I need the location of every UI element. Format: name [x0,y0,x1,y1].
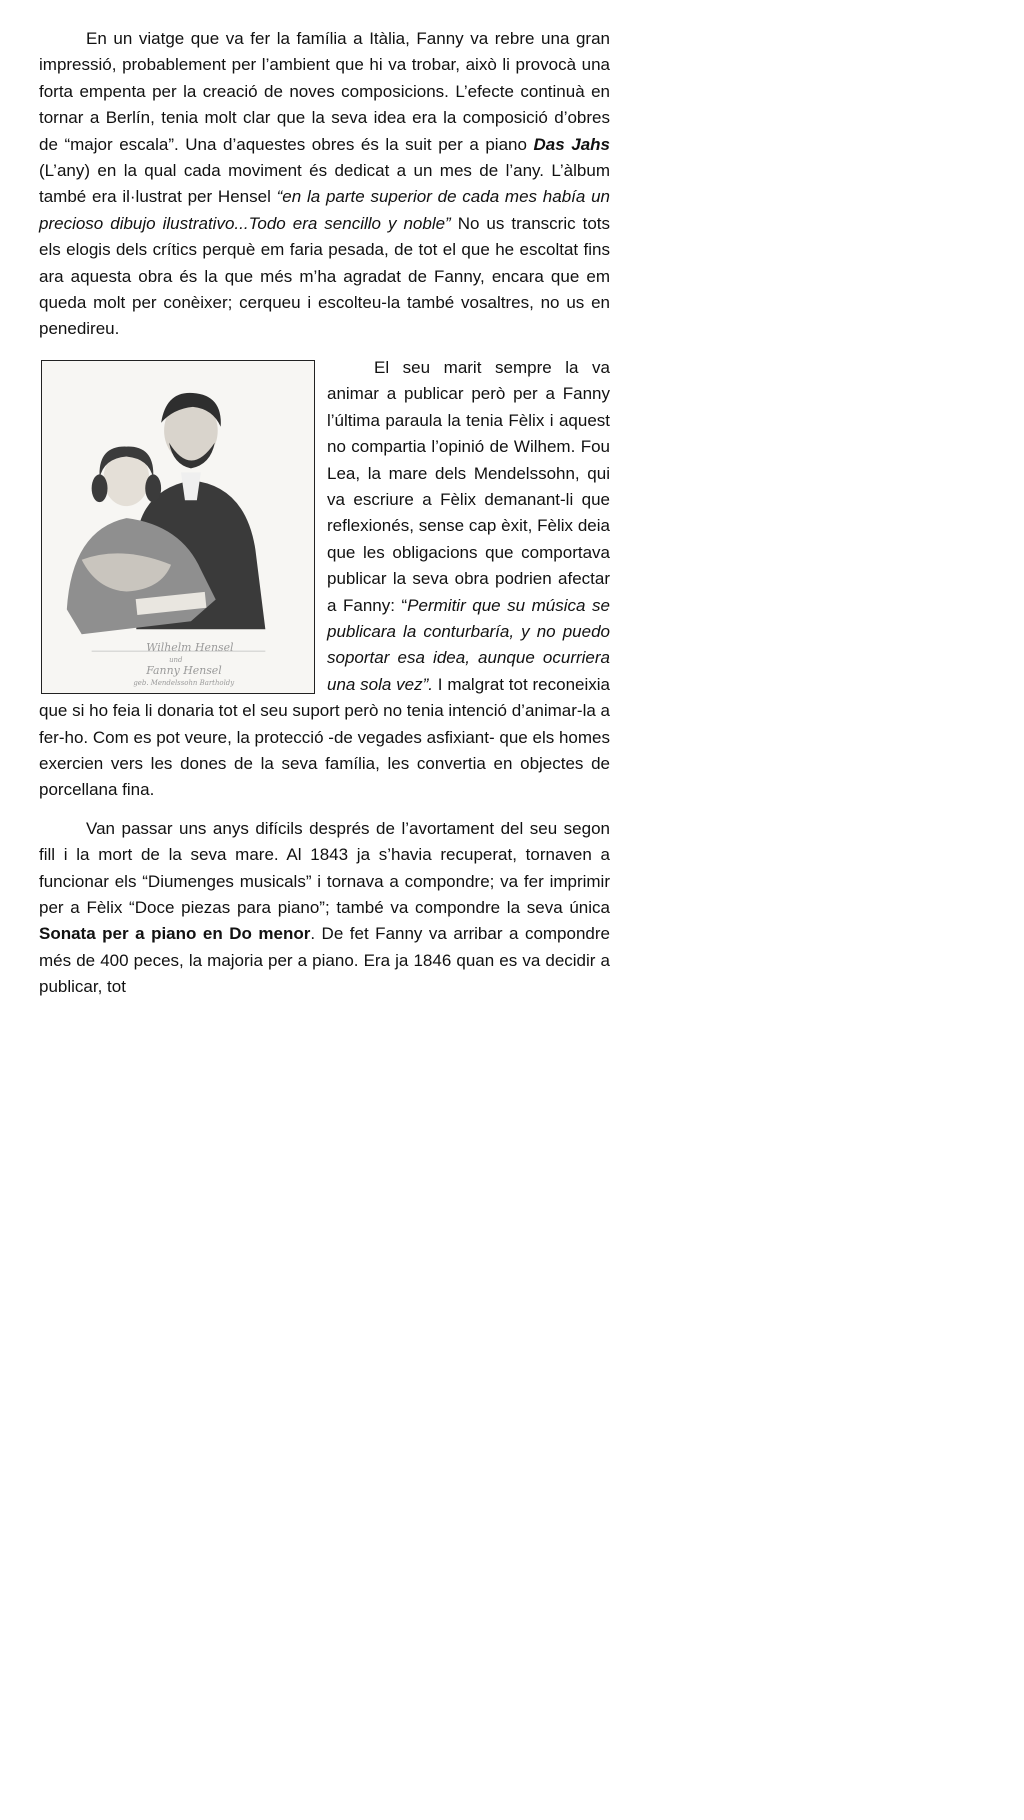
portrait-illustration [42,361,314,693]
hensel-quote: “en la parte superior de cada mes había un precioso dibujo ilustrativo...Todo era sencillo y noble” [39,187,611,233]
paragraph-2-text-a: El seu marit sempre la va animar a publicar però per a Fanny l’última paraula la tenia Fèlix i aquest no compartia l’opinió de Wilhem. Fou Lea, la mare dels Mendelssohn, qui va escriure a Fèlix demanant-li que reflexionés, sense cap èxit, Fèlix deia que les obligacions que comportava publicar la seva obra podrien afectar a Fanny: “ [327,357,610,615]
caption-line-3: Fanny Hensel [146,663,222,677]
caption-line-2: und [169,655,183,664]
paragraph-1-text-c: No us transcric tots els elogis dels crítics perquè em faria pesada, de tot el que he escoltat fins ara aquesta obra és la que més m’ha agradat de Fanny, encara que em queda molt per conèixer; cerqueu i escolteu-la també vosaltres, no us en penedireu. [39,213,610,339]
work-title-das-jahs: Das Jahs [533,134,610,154]
paragraph-3 [39,816,610,1001]
caption-line-1: Wilhelm Hensel [146,640,234,654]
paragraph-1-text-b: (L’any) en la qual cada moviment és dedicat a un mes de l’any. L’àlbum també era il·lustrat per Hensel [39,161,610,207]
paragraph-1 [39,26,610,343]
felix-quote: Permitir que su música se publicara la conturbaría, y no puedo soportar esa idea, aunque ocurriera una sola vez”. [327,595,610,694]
paragraph-1-text-a: En un viatge que va fer la família a Itàlia, Fanny va rebre una gran impressió, probablement per l’ambient que hi va trobar, això li provocà una forta empenta per la creació de noves composicions. L’efecte continuà en tornar a Berlín, tenia molt clar que la seva idea era la composició d’obres de “major escala”. Una d’aquestes obres és la suit per a piano [39,29,610,154]
caption-line-4: geb. Mendelssohn Bartholdy [133,678,235,687]
document-page [39,26,610,1001]
paragraph-3-text-b: . De fet Fanny va arribar a compondre més de 400 peces, la majoria per a piano. Era ja 1846 quan es va decidir a publicar, tot [39,924,610,997]
portrait-engraving [41,360,315,694]
paragraph-2-text-b: I malgrat tot reconeixia que si ho feia li donaria tot el seu suport però no tenia intenció d’animar-la a fer-ho. Com es pot veure, la protecció -de vegades asfixiant- que els homes exercien vers les dones de la seva família, les convertia en objectes de porcellana fina. [39,674,610,800]
sonata-title: Sonata per a piano en Do menor [39,924,311,944]
paragraph-2-block [39,355,610,804]
paragraph-3-text-a: Van passar uns anys difícils després de l’avortament del seu segon fill i la mort de la seva mare. Al 1843 ja s’havia recuperat, tornaven a funcionar els “Diumenges musicals” i tornava a compondre; va fer imprimir per a Fèlix “Doce piezas para piano”; també va compondre la seva única [39,818,610,917]
